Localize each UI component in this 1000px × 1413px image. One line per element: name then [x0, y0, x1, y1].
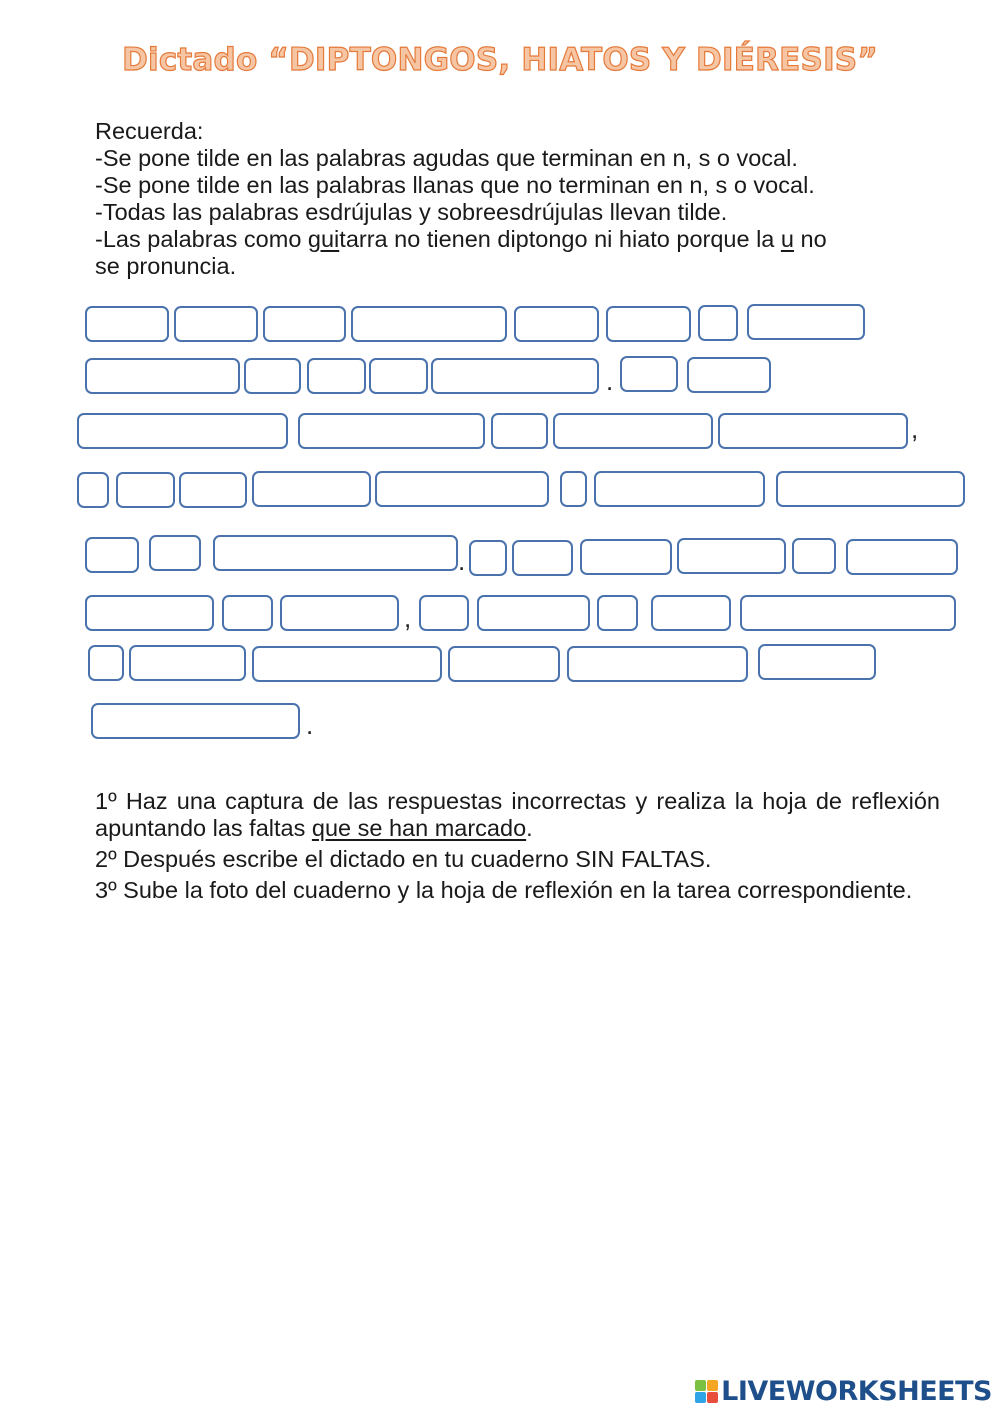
instructions-block: [95, 788, 940, 908]
underlined-u: u: [780, 226, 794, 252]
reminder-rule-4: [95, 226, 945, 253]
answer-input[interactable]: [280, 595, 399, 631]
answer-input[interactable]: [85, 358, 240, 394]
answer-input[interactable]: [553, 413, 713, 449]
punctuation-comma: ,: [911, 414, 919, 444]
answer-input[interactable]: [252, 646, 442, 682]
punctuation-period: .: [306, 710, 314, 740]
answer-input[interactable]: [307, 358, 366, 394]
reminder-rule-2: -Se pone tilde en las palabras llanas que no terminan en n, s o vocal.: [95, 172, 815, 198]
reminder-rule-4-part-a: -Las palabras como: [95, 226, 308, 252]
answer-input[interactable]: [174, 306, 258, 342]
underlined-gui: gui: [307, 226, 340, 252]
answer-input[interactable]: [149, 535, 201, 571]
reminder-block: [95, 118, 945, 280]
answer-input[interactable]: [77, 472, 109, 508]
answer-input[interactable]: [606, 306, 691, 342]
logo-square-blue: [695, 1392, 706, 1403]
answer-input[interactable]: [512, 540, 573, 576]
answer-input[interactable]: [846, 539, 958, 575]
liveworksheets-icon: [695, 1380, 718, 1403]
answer-input[interactable]: [792, 538, 836, 574]
answer-input[interactable]: [252, 471, 371, 507]
answer-input[interactable]: [298, 413, 485, 449]
answer-input[interactable]: [514, 306, 599, 342]
liveworksheets-logo[interactable]: [695, 1376, 992, 1407]
answer-input[interactable]: [244, 358, 301, 394]
answer-input[interactable]: [369, 358, 428, 394]
logo-square-red: [707, 1392, 718, 1403]
answer-input[interactable]: [375, 471, 549, 507]
logo-square-green: [695, 1380, 706, 1391]
instruction-step-1-underlined: que se han marcado: [311, 815, 527, 841]
answer-input[interactable]: [77, 413, 288, 449]
punctuation-period: .: [606, 366, 614, 396]
answer-input[interactable]: [594, 471, 765, 507]
reminder-rule-4-end: se pronuncia.: [95, 253, 237, 279]
answer-input[interactable]: [88, 645, 124, 681]
answer-input[interactable]: [448, 646, 560, 682]
answer-input[interactable]: [758, 644, 876, 680]
answer-input[interactable]: [91, 703, 300, 739]
answer-input[interactable]: [560, 471, 587, 507]
answer-input[interactable]: [580, 539, 672, 575]
instruction-step-2: 2º Después escribe el dictado en tu cuaderno SIN FALTAS.: [95, 846, 712, 872]
instruction-step-1-text: 1º Haz una captura de las respuestas incorrectas y realiza la hoja de reflexión apuntando las faltas: [95, 788, 940, 841]
answer-input[interactable]: [567, 646, 748, 682]
page-title: Dictado “DIPTONGOS, HIATOS Y DIÉRESIS”: [122, 42, 878, 78]
instruction-step-3: 3º Sube la foto del cuaderno y la hoja de reflexión en la tarea correspondiente.: [95, 877, 913, 903]
reminder-rule-1: -Se pone tilde en las palabras agudas que terminan en n, s o vocal.: [95, 145, 798, 171]
answer-input[interactable]: [116, 472, 175, 508]
answer-input[interactable]: [687, 357, 771, 393]
answer-input[interactable]: [351, 306, 507, 342]
answer-input[interactable]: [620, 356, 678, 392]
reminder-rule-3: -Todas las palabras esdrújulas y sobreesdrújulas llevan tilde.: [95, 199, 728, 225]
reminder-heading: Recuerda:: [95, 118, 204, 144]
instruction-step-1: [95, 788, 940, 842]
answer-input[interactable]: [419, 595, 469, 631]
answer-input[interactable]: [213, 535, 458, 571]
answer-input[interactable]: [740, 595, 956, 631]
answer-input[interactable]: [747, 304, 865, 340]
answer-input[interactable]: [129, 645, 246, 681]
answer-input[interactable]: [179, 472, 247, 508]
reminder-rule-4-part-c: no: [793, 226, 827, 252]
instruction-step-1-end: .: [526, 815, 533, 841]
answer-input[interactable]: [698, 305, 738, 341]
answer-input[interactable]: [677, 538, 786, 574]
answer-input[interactable]: [85, 595, 214, 631]
answer-input[interactable]: [651, 595, 731, 631]
punctuation-period: .: [458, 546, 466, 576]
answer-input[interactable]: [85, 306, 169, 342]
answer-input[interactable]: [263, 306, 346, 342]
answer-input[interactable]: [477, 595, 590, 631]
answer-input[interactable]: [776, 471, 965, 507]
logo-text: LIVEWORKSHEETS: [721, 1376, 992, 1407]
logo-square-orange: [707, 1380, 718, 1391]
answer-input[interactable]: [431, 358, 599, 394]
answer-input[interactable]: [469, 540, 507, 576]
answer-input[interactable]: [597, 595, 638, 631]
punctuation-comma: ,: [404, 603, 412, 633]
answer-input[interactable]: [222, 595, 273, 631]
answer-input[interactable]: [85, 537, 139, 573]
answer-input[interactable]: [491, 413, 548, 449]
answer-input[interactable]: [718, 413, 908, 449]
reminder-rule-4-part-b: tarra no tienen diptongo ni hiato porque la: [339, 226, 781, 252]
